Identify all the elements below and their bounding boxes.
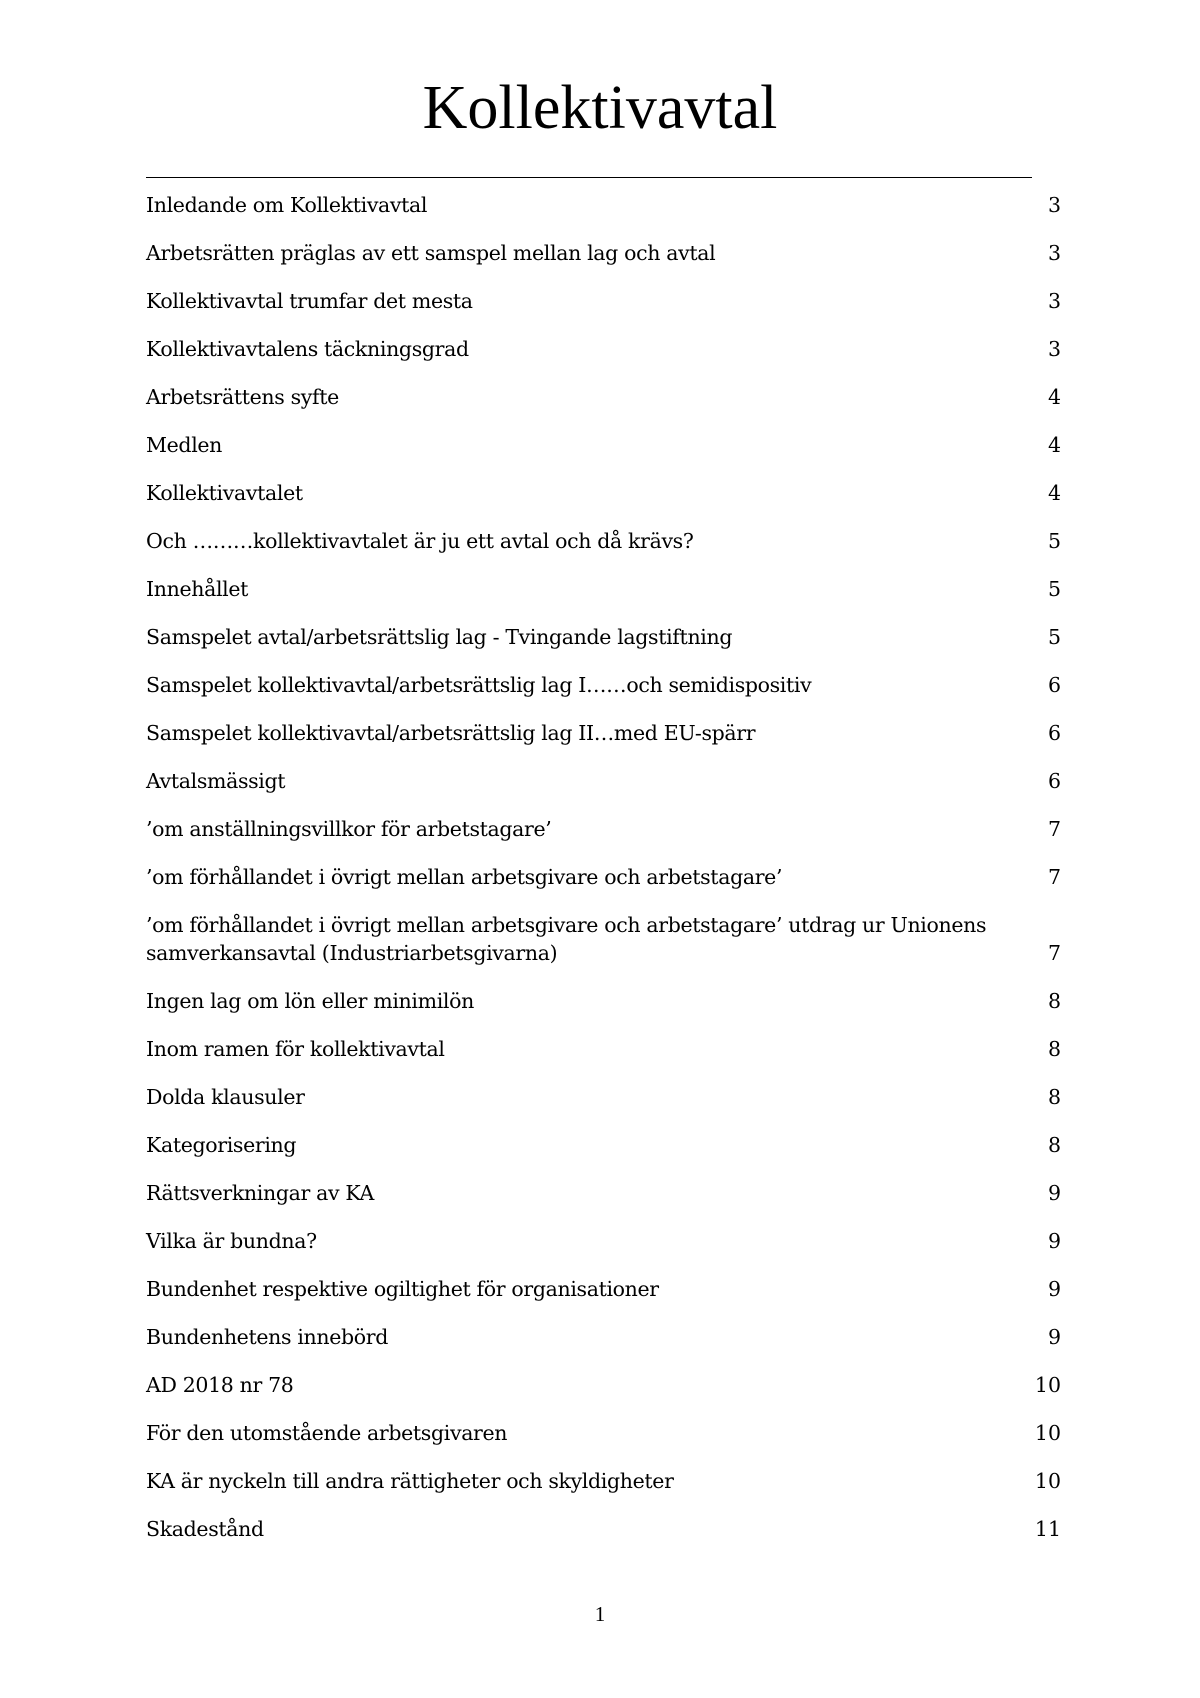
- toc-entry-title: Bundenhet respektive ogiltighet för organisationer: [146, 1277, 659, 1301]
- toc-entry[interactable]: [146, 1511, 1061, 1559]
- toc-entry[interactable]: [146, 1175, 1061, 1223]
- toc-entry-title: Kollektivavtal trumfar det mesta: [146, 289, 473, 313]
- toc-entry-page: 9: [1047, 1277, 1061, 1301]
- toc-entry-page: 9: [1047, 1181, 1061, 1205]
- toc-entry-title: Arbetsrätten präglas av ett samspel mellan lag och avtal: [146, 241, 716, 265]
- toc-entry-title: Medlen: [146, 433, 223, 457]
- toc-entry[interactable]: [146, 1223, 1061, 1271]
- toc-entry-page: 7: [1047, 941, 1061, 965]
- document-title: Kollektivavtal: [422, 74, 778, 142]
- toc-entry[interactable]: [146, 907, 1061, 983]
- toc-entry[interactable]: [146, 427, 1061, 475]
- toc-entry-page: 10: [1034, 1373, 1061, 1397]
- toc-entry-page: 6: [1047, 721, 1061, 745]
- toc-entry-title: Samspelet kollektivavtal/arbetsrättslig lag I……och semidispositiv: [146, 673, 812, 697]
- toc-entry[interactable]: [146, 1031, 1061, 1079]
- toc-entry-title: Samspelet avtal/arbetsrättslig lag - Tvingande lagstiftning: [146, 625, 733, 649]
- toc-entry-title: Samspelet kollektivavtal/arbetsrättslig lag II…med EU-spärr: [146, 721, 756, 745]
- toc-entry-title: För den utomstående arbetsgivaren: [146, 1421, 508, 1445]
- toc-entry-page: 7: [1047, 865, 1061, 889]
- toc-entry-title: Kategorisering: [146, 1133, 297, 1157]
- toc-entry[interactable]: [146, 715, 1061, 763]
- toc-entry-title: Vilka är bundna?: [146, 1229, 317, 1253]
- toc-entry[interactable]: [146, 1463, 1061, 1511]
- toc-entry[interactable]: [146, 331, 1061, 379]
- toc-entry-title: Kollektivavtalens täckningsgrad: [146, 337, 469, 361]
- toc-entry-title: Avtalsmässigt: [146, 769, 286, 793]
- toc-entry-page: 5: [1047, 577, 1061, 601]
- toc-entry[interactable]: [146, 379, 1061, 427]
- toc-entry[interactable]: [146, 187, 1061, 235]
- toc-entry[interactable]: [146, 235, 1061, 283]
- toc-entry-title: KA är nyckeln till andra rättigheter och skyldigheter: [146, 1469, 674, 1493]
- toc-entry-page: 10: [1034, 1469, 1061, 1493]
- toc-entry-title: Skadestånd: [146, 1517, 264, 1541]
- toc-entry-page: 8: [1047, 1133, 1061, 1157]
- toc-entry-title: ’om förhållandet i övrigt mellan arbetsgivare och arbetstagare’: [146, 865, 783, 889]
- toc-entry[interactable]: [146, 763, 1061, 811]
- toc-entry[interactable]: [146, 523, 1061, 571]
- toc-entry-page: 9: [1047, 1325, 1061, 1349]
- toc-entry[interactable]: [146, 619, 1061, 667]
- toc-entry-page: 5: [1047, 625, 1061, 649]
- table-of-contents: [146, 187, 1061, 1559]
- toc-entry-page: 5: [1047, 529, 1061, 553]
- toc-entry-page: 3: [1047, 193, 1061, 217]
- toc-entry-page: 6: [1047, 769, 1061, 793]
- toc-entry-page: 8: [1047, 1085, 1061, 1109]
- toc-entry[interactable]: [146, 983, 1061, 1031]
- toc-entry-title: Arbetsrättens syfte: [146, 385, 339, 409]
- toc-entry-page: 3: [1047, 289, 1061, 313]
- toc-entry[interactable]: [146, 1127, 1061, 1175]
- toc-entry-title: Kollektivavtalet: [146, 481, 303, 505]
- toc-entry[interactable]: [146, 1415, 1061, 1463]
- toc-entry[interactable]: [146, 859, 1061, 907]
- toc-entry-page: 7: [1047, 817, 1061, 841]
- toc-entry-title: Och ………kollektivavtalet är ju ett avtal och då krävs?: [146, 529, 694, 553]
- toc-entry[interactable]: [146, 1271, 1061, 1319]
- toc-entry-page: 8: [1047, 1037, 1061, 1061]
- toc-entry-page: 3: [1047, 241, 1061, 265]
- toc-entry-page: 11: [1034, 1517, 1061, 1541]
- toc-entry-page: 10: [1034, 1421, 1061, 1445]
- toc-entry[interactable]: [146, 475, 1061, 523]
- toc-entry-page: 4: [1047, 481, 1061, 505]
- toc-entry-page: 4: [1047, 385, 1061, 409]
- toc-entry-title: Inledande om Kollektivavtal: [146, 193, 428, 217]
- page-number: 1: [594, 1602, 606, 1626]
- toc-entry[interactable]: [146, 1079, 1061, 1127]
- toc-entry[interactable]: [146, 667, 1061, 715]
- title-divider: [146, 177, 1032, 178]
- toc-entry[interactable]: [146, 571, 1061, 619]
- toc-entry[interactable]: [146, 1367, 1061, 1415]
- toc-entry[interactable]: [146, 283, 1061, 331]
- toc-entry-page: 6: [1047, 673, 1061, 697]
- toc-entry-title: ’om förhållandet i övrigt mellan arbetsgivare och arbetstagare’ utdrag ur Unionens samverkansavtal (Industriarbetsgivarna): [146, 913, 987, 965]
- toc-entry-page: 8: [1047, 989, 1061, 1013]
- toc-entry-title: Innehållet: [146, 577, 249, 601]
- toc-entry-title: Rättsverkningar av KA: [146, 1181, 374, 1205]
- toc-entry-title: Ingen lag om lön eller minimilön: [146, 989, 474, 1013]
- toc-entry-title: AD 2018 nr 78: [146, 1373, 294, 1397]
- toc-entry-title: ’om anställningsvillkor för arbetstagare’: [146, 817, 552, 841]
- toc-entry-title: Dolda klausuler: [146, 1085, 305, 1109]
- toc-entry-page: 4: [1047, 433, 1061, 457]
- toc-entry-page: 9: [1047, 1229, 1061, 1253]
- toc-entry-page: 3: [1047, 337, 1061, 361]
- toc-entry-title: Bundenhetens innebörd: [146, 1325, 389, 1349]
- toc-entry[interactable]: [146, 811, 1061, 859]
- toc-entry-title: Inom ramen för kollektivavtal: [146, 1037, 445, 1061]
- toc-entry[interactable]: [146, 1319, 1061, 1367]
